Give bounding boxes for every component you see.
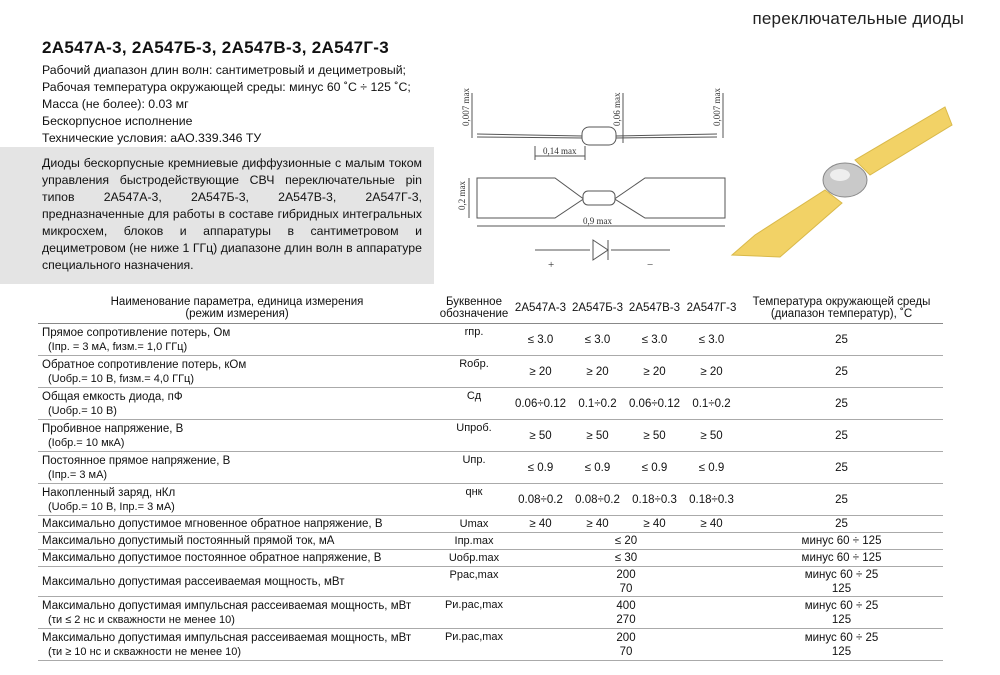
table-header-row — [38, 293, 943, 324]
dim-label-total: 0,9 max — [583, 216, 612, 226]
dim-label-3: 0,007 max — [712, 88, 722, 126]
description-text: Диоды бескорпусные кремниевые диффузионные с малым током управления быстродействующие СВЧ переключательные pin типов 2А547А-3, 2А547Б-3, 2А547В-3, 2А547Г-3, предназначенные для работы в составе гибридных интегральных микросхем, блоков и аппаратуры в сантиметровом и дециметровом (не ниже 1 ГГц) диапазоне длин волн в аппаратуре специального назначения. — [42, 156, 422, 272]
category-label: переключательные диоды — [752, 9, 964, 28]
spec-mass: Масса (не более): 0.03 мг — [42, 97, 189, 111]
anode-plus: + — [548, 259, 555, 271]
spec-tech-conditions: Технические условия: аАО.339.346 ТУ — [42, 131, 262, 145]
table-row: Прямое сопротивление потерь, Ом (Iпр. = 3 мА, fизм.= 1,0 ГГц) rпр. ≤ 3.0 ≤ 3.0 ≤ 3.0 ≤ 3.0 25 — [38, 324, 943, 356]
spec-list — [42, 62, 411, 147]
table-row: Обратное сопротивление потерь, кОм (Uобр.= 10 В, fизм.= 4,0 ГГц) Rобр. ≥ 20 ≥ 20 ≥ 20 ≥ 20 25 — [38, 356, 943, 388]
table-row: Постоянное прямое напряжение, В (Iпр.= 3 мА) Uпр. ≤ 0.9 ≤ 0.9 ≤ 0.9 ≤ 0.9 25 — [38, 452, 943, 484]
table-row: Максимально допустимое мгновенное обратное напряжение, В Umax ≥ 40 ≥ 40 ≥ 40 ≥ 40 25 — [38, 516, 943, 533]
spec-temperature: Рабочая температура окружающей среды: минус 60 ˚С ÷ 125 ˚С; — [42, 80, 411, 94]
table-row: Максимально допустимый постоянный прямой ток, мА Iпр.max ≤ 20 минус 60 ÷ 125 — [38, 533, 943, 550]
parameters-table — [38, 293, 943, 661]
table-row: Общая емкость диода, пФ (Uобр.= 10 В) Cд 0.06÷0.12 0.1÷0.2 0.06÷0.12 0.1÷0.2 25 — [38, 388, 943, 420]
header-type-a: 2А547А-3 — [512, 293, 569, 324]
header-temperature: Температура окружающей среды (диапазон температур), ˚С — [740, 293, 943, 324]
header-type-b: 2А547Б-3 — [569, 293, 626, 324]
table-row: Максимально допустимая импульсная рассеиваемая мощность, мВт (τи ≤ 2 нс и скважности не менее 10) Pи.рас,max 400 270 минус 60 ÷ 25 125 — [38, 597, 943, 629]
header-symbol: Буквенное обозначение — [436, 293, 512, 324]
technical-drawing — [455, 78, 745, 278]
table-row: Максимально допустимая импульсная рассеиваемая мощность, мВт (τи ≥ 10 нс и скважности не менее 10) Pи.рас,max 200 70 минус 60 ÷ 25 125 — [38, 629, 943, 661]
dim-label-length: 0,14 max — [543, 146, 577, 156]
dim-label-1: 0,007 max — [461, 88, 471, 126]
spec-package: Бескорпусное исполнение — [42, 114, 193, 128]
header-type-v: 2А547В-3 — [626, 293, 683, 324]
header-type-g: 2А547Г-3 — [683, 293, 740, 324]
table-row: Максимально допустимая рассеиваемая мощность, мВт Pрас,max 200 70 минус 60 ÷ 25 125 — [38, 567, 943, 597]
cathode-minus: − — [647, 259, 654, 271]
header-param: Наименование параметра, единица измерения (режим измерения) — [38, 293, 436, 324]
dim-label-width: 0,2 max — [457, 181, 467, 210]
diode-photo — [730, 85, 955, 260]
table-row: Максимально допустимое постоянное обратное напряжение, В Uобр.max ≤ 30 минус 60 ÷ 125 — [38, 550, 943, 567]
table-row: Пробивное напряжение, В (Iобр.= 10 мкА) Uпроб. ≥ 50 ≥ 50 ≥ 50 ≥ 50 25 — [38, 420, 943, 452]
spec-wavelength: Рабочий диапазон длин волн: сантиметровый и дециметровый; — [42, 63, 406, 77]
page-title: 2А547А-3, 2А547Б-3, 2А547В-3, 2А547Г-3 — [42, 38, 389, 57]
table-row: Накопленный заряд, нКл (Uобр.= 10 В, Iпр.= 3 мА) qнк 0.08÷0.2 0.08÷0.2 0.18÷0.3 0.18÷0.3 25 — [38, 484, 943, 516]
dim-label-2: 0,06 max — [612, 92, 622, 126]
